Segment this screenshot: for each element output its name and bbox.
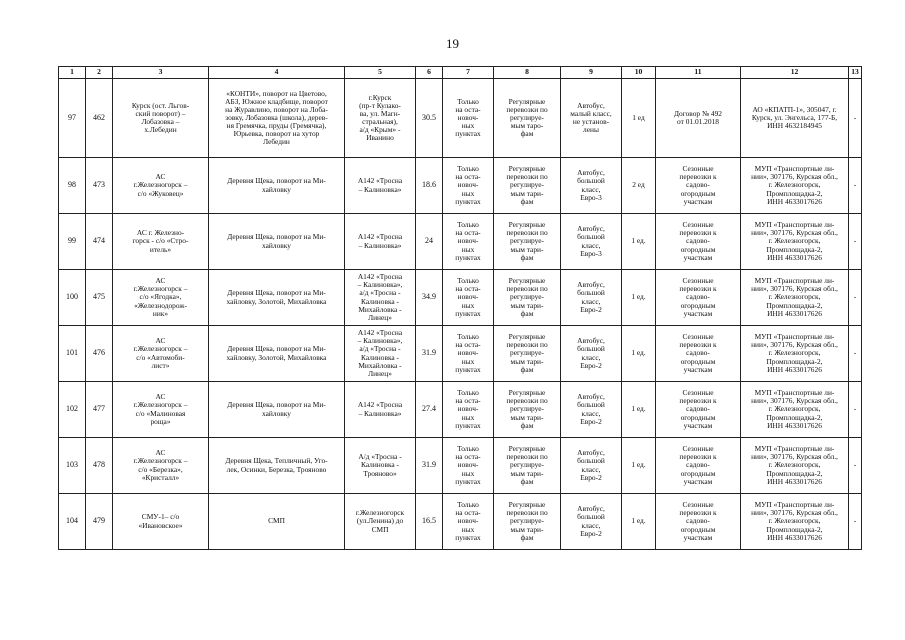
length-cell: 31.9 <box>416 326 443 382</box>
route-number-cell: 479 <box>86 494 113 550</box>
stop-order-cell: Только на оста- новоч- ных пунктах <box>443 79 494 158</box>
stop-order-cell: Только на оста- новоч- ных пунктах <box>443 158 494 214</box>
stops-cell: Деревня Щека, поворот на Ми- хайловку <box>209 382 345 438</box>
carrier-cell: МУП «Транспортные ли- нии», 307176, Курская обл., г. Железногорск, Промплощадка-2, ИНН 4633017626 <box>741 382 849 438</box>
length-cell: 34.9 <box>416 270 443 326</box>
streets-cell: А142 «Тросна – Калиновка» <box>345 382 416 438</box>
stop-order-cell: Только на оста- новоч- ных пунктах <box>443 438 494 494</box>
extra-cell: - <box>849 214 862 270</box>
vehicle-cell: Автобус, большой класс, Евро-2 <box>561 382 622 438</box>
vehicle-count-cell: 1 ед. <box>622 326 656 382</box>
row-number-cell: 102 <box>59 382 86 438</box>
row-number-cell: 104 <box>59 494 86 550</box>
route-name-cell: АС г.Железногорск – с/о «Жуковец» <box>113 158 209 214</box>
vehicle-count-cell: 2 ед <box>622 158 656 214</box>
route-name-cell: АС г.Железногорск – с/о «Малиновая роща» <box>113 382 209 438</box>
route-name-cell: АС г.Железногорск – с/о «Автомоби- лист» <box>113 326 209 382</box>
stops-cell: Деревня Щека, поворот на Ми- хайловку, Золотой, Михайловка <box>209 270 345 326</box>
header-row <box>59 67 862 79</box>
column-header: 13 <box>849 67 862 79</box>
extra-cell: - <box>849 270 862 326</box>
transport-type-cell: Регулярные перевозки по регулируе- мым тари- фам <box>494 382 561 438</box>
stop-order-cell: Только на оста- новоч- ных пунктах <box>443 326 494 382</box>
page-number: 19 <box>446 36 459 51</box>
transport-type-cell: Регулярные перевозки по регулируе- мым тари- фам <box>494 158 561 214</box>
vehicle-count-cell: 1 ед. <box>622 214 656 270</box>
route-number-cell: 475 <box>86 270 113 326</box>
route-name-cell: АС г.Железногорск – с/о «Березка», «Кристалл» <box>113 438 209 494</box>
table-row <box>59 438 862 494</box>
extra-cell: - <box>849 158 862 214</box>
column-header: 10 <box>622 67 656 79</box>
route-name-cell: АС г. Железно- горск - с/о «Стро- итель» <box>113 214 209 270</box>
column-header: 5 <box>345 67 416 79</box>
stop-order-cell: Только на оста- новоч- ных пунктах <box>443 382 494 438</box>
length-cell: 24 <box>416 214 443 270</box>
table-row <box>59 158 862 214</box>
row-number-cell: 99 <box>59 214 86 270</box>
carrier-cell: МУП «Транспортные ли- нии», 307176, Курская обл., г. Железногорск, Промплощадка-2, ИНН 4633017626 <box>741 326 849 382</box>
route-number-cell: 478 <box>86 438 113 494</box>
transport-type-cell: Регулярные перевозки по регулируе- мым тари- фам <box>494 438 561 494</box>
vehicle-count-cell: 1 ед. <box>622 382 656 438</box>
column-header: 11 <box>656 67 741 79</box>
vehicle-count-cell: 1 ед. <box>622 494 656 550</box>
route-number-cell: 477 <box>86 382 113 438</box>
vehicle-count-cell: 1 ед <box>622 79 656 158</box>
column-header: 8 <box>494 67 561 79</box>
vehicle-count-cell: 1 ед. <box>622 270 656 326</box>
column-header: 2 <box>86 67 113 79</box>
streets-cell: г.Железногорск (ул.Ленина) до СМП <box>345 494 416 550</box>
transport-type-cell: Регулярные перевозки по регулируе- мым тари- фам <box>494 214 561 270</box>
table-body <box>59 79 862 550</box>
carrier-cell: МУП «Транспортные ли- нии», 307176, Курская обл., г. Железногорск, Промплощадка-2, ИНН 4633017626 <box>741 438 849 494</box>
streets-cell: А142 «Тросна – Калиновка» <box>345 158 416 214</box>
stop-order-cell: Только на оста- новоч- ных пунктах <box>443 270 494 326</box>
stops-cell: Деревня Щека, поворот на Ми- хайловку <box>209 214 345 270</box>
stops-cell: «КОНТИ», поворот на Цветово, АБЗ, Южное кладбище, поворот на Журавлино, поворот на Лоба- зовку, Лобазовка (школа), дерев- ня Гремячка, пруды (Гремячка), Юрьевка, поворот на хутор Лебедин <box>209 79 345 158</box>
route-number-cell: 473 <box>86 158 113 214</box>
length-cell: 27.4 <box>416 382 443 438</box>
vehicle-cell: Автобус, большой класс, Евро-2 <box>561 438 622 494</box>
carrier-cell: МУП «Транспортные ли- нии», 307176, Курская обл., г. Железногорск, Промплощадка-2, ИНН 4633017626 <box>741 158 849 214</box>
column-header: 4 <box>209 67 345 79</box>
vehicle-cell: Автобус, большой класс, Евро-3 <box>561 214 622 270</box>
transport-type-cell: Регулярные перевозки по регулируе- мым тари- фам <box>494 326 561 382</box>
extra-cell: - <box>849 326 862 382</box>
table-row <box>59 382 862 438</box>
route-name-cell: АС г.Железногорск – с/о «Ягодка», «Железнодорож- ник» <box>113 270 209 326</box>
schedule-start-cell: Сезонные перевозки к садово- огородным участкам <box>656 270 741 326</box>
routes-table <box>58 66 862 550</box>
row-number-cell: 103 <box>59 438 86 494</box>
streets-cell: А142 «Тросна – Калиновка», а/д «Тросна - Калиновка - Михайловка - Линец» <box>345 270 416 326</box>
schedule-start-cell: Сезонные перевозки к садово- огородным участкам <box>656 494 741 550</box>
row-number-cell: 98 <box>59 158 86 214</box>
route-number-cell: 462 <box>86 79 113 158</box>
schedule-start-cell: Договор № 492 от 01.01.2018 <box>656 79 741 158</box>
extra-cell: - <box>849 382 862 438</box>
route-name-cell: Курск (ост. Льгов- ский поворот) – Лобазовка – х.Лебедин <box>113 79 209 158</box>
transport-type-cell: Регулярные перевозки по регулируе- мым таро- фам <box>494 79 561 158</box>
route-name-cell: СМУ-1– с/о «Ивановское» <box>113 494 209 550</box>
route-number-cell: 476 <box>86 326 113 382</box>
row-number-cell: 97 <box>59 79 86 158</box>
carrier-cell: МУП «Транспортные ли- нии», 307176, Курская обл., г. Железногорск, Промплощадка-2, ИНН 4633017626 <box>741 270 849 326</box>
stops-cell: Деревня Щека, Тепличный, Уго- лек, Осинки, Березка, Трояново <box>209 438 345 494</box>
row-number-cell: 100 <box>59 270 86 326</box>
stops-cell: СМП <box>209 494 345 550</box>
column-header: 3 <box>113 67 209 79</box>
stop-order-cell: Только на оста- новоч- ных пунктах <box>443 214 494 270</box>
extra-cell: - <box>849 494 862 550</box>
carrier-cell: АО «КПАТП-1», 305047, г. Курск, ул. Энгельса, 177-Б, ИНН 4632184945 <box>741 79 849 158</box>
schedule-start-cell: Сезонные перевозки к садово- огородным участкам <box>656 382 741 438</box>
vehicle-cell: Автобус, большой класс, Евро-2 <box>561 270 622 326</box>
streets-cell: А/д «Тросна - Калиновка - Трояново» <box>345 438 416 494</box>
schedule-start-cell: Сезонные перевозки к садово- огородным участкам <box>656 326 741 382</box>
streets-cell: А142 «Тросна – Калиновка», а/д «Тросна - Калиновка - Михайловка - Линец» <box>345 326 416 382</box>
stops-cell: Деревня Щека, поворот на Ми- хайловку, Золотой, Михайловка <box>209 326 345 382</box>
column-header: 6 <box>416 67 443 79</box>
length-cell: 16.5 <box>416 494 443 550</box>
extra-cell: - <box>849 79 862 158</box>
stop-order-cell: Только на оста- новоч- ных пунктах <box>443 494 494 550</box>
streets-cell: А142 «Тросна – Калиновка» <box>345 214 416 270</box>
vehicle-count-cell: 1 ед. <box>622 438 656 494</box>
route-number-cell: 474 <box>86 214 113 270</box>
carrier-cell: МУП «Транспортные ли- нии», 307176, Курская обл., г. Железногорск, Промплощадка-2, ИНН 4633017626 <box>741 214 849 270</box>
streets-cell: г.Курск (пр-т Кулако- ва, ул. Магн- стральная), а/д «Крым» - Иванино <box>345 79 416 158</box>
table-row <box>59 326 862 382</box>
transport-type-cell: Регулярные перевозки по регулируе- мым тари- фам <box>494 270 561 326</box>
table-row <box>59 214 862 270</box>
schedule-start-cell: Сезонные перевозки к садово- огородным участкам <box>656 158 741 214</box>
row-number-cell: 101 <box>59 326 86 382</box>
vehicle-cell: Автобус, большой класс, Евро-2 <box>561 494 622 550</box>
table-row <box>59 79 862 158</box>
column-header: 1 <box>59 67 86 79</box>
transport-type-cell: Регулярные перевозки по регулируе- мым тари- фам <box>494 494 561 550</box>
length-cell: 31.9 <box>416 438 443 494</box>
vehicle-cell: Автобус, большой класс, Евро-3 <box>561 158 622 214</box>
stops-cell: Деревня Щека, поворот на Ми- хайловку <box>209 158 345 214</box>
column-header: 9 <box>561 67 622 79</box>
length-cell: 18.6 <box>416 158 443 214</box>
length-cell: 30.5 <box>416 79 443 158</box>
carrier-cell: МУП «Транспортные ли- нии», 307176, Курская обл., г. Железногорск, Промплощадка-2, ИНН 4633017626 <box>741 494 849 550</box>
extra-cell: - <box>849 438 862 494</box>
vehicle-cell: Автобус, большой класс, Евро-2 <box>561 326 622 382</box>
column-header: 7 <box>443 67 494 79</box>
column-header: 12 <box>741 67 849 79</box>
table-row <box>59 270 862 326</box>
vehicle-cell: Автобус, малый класс, не установ- лены <box>561 79 622 158</box>
schedule-start-cell: Сезонные перевозки к садово- огородным участкам <box>656 438 741 494</box>
schedule-start-cell: Сезонные перевозки к садово- огородным участкам <box>656 214 741 270</box>
table-row <box>59 494 862 550</box>
